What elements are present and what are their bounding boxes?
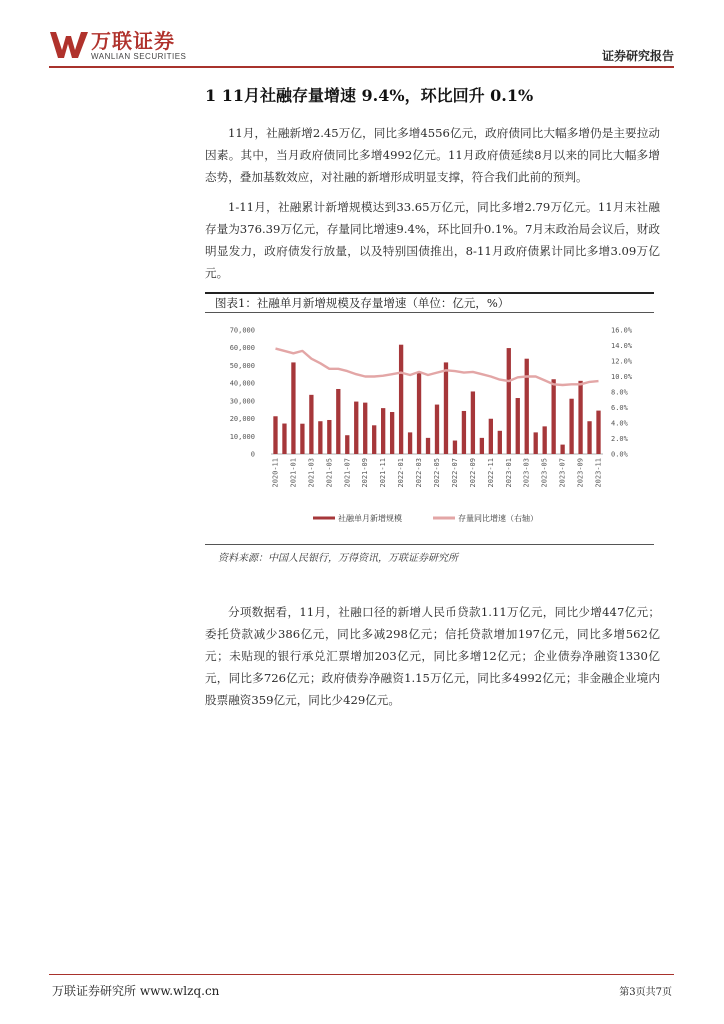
figure-bottom-rule [205, 544, 654, 545]
figure-top-rule [205, 292, 654, 294]
bar-new-social-financing [471, 391, 475, 454]
bar-new-social-financing [462, 411, 466, 454]
y-left-tick-label: 50,000 [229, 361, 255, 370]
footer-divider [49, 974, 674, 975]
bar-new-social-financing [525, 359, 529, 454]
x-tick-label: 2022-09 [468, 458, 477, 488]
x-tick-label: 2021-09 [361, 458, 370, 488]
paragraph-2: 1-11月，社融累计新增规模达到33.65万亿元，同比多增2.79万亿元。11月末社融存量为376.39万亿元，存量同比增速9.4%，环比回升0.1%。7月末政治局会议后，财政明显发力，政府债发行放量，以及特别国债推出，8-11月政府债累计同比多增3.09万亿元。 [205, 200, 660, 280]
y-left-tick-label: 30,000 [229, 397, 255, 406]
logo-english-name: WANLIAN SECURITIES [91, 52, 187, 61]
y-left-tick-label: 10,000 [229, 432, 255, 441]
section-title: 1 11月社融存量增速 9.4%，环比回升 0.1% [205, 86, 534, 105]
y-left-tick-label: 60,000 [229, 344, 255, 353]
y-right-tick-label: 8.0% [611, 388, 628, 397]
x-tick-label: 2021-01 [289, 458, 298, 488]
line-stock-growth-rate [276, 349, 599, 385]
x-tick-label: 2021-05 [325, 458, 334, 488]
x-tick-label: 2023-07 [558, 458, 567, 488]
y-right-tick-label: 6.0% [611, 404, 628, 412]
x-tick-label: 2020-11 [271, 458, 280, 488]
x-tick-label: 2023-03 [522, 458, 531, 488]
figure-source-note: 资料来源：中国人民银行，万得资讯，万联证券研究所 [218, 553, 458, 564]
social-financing-chart [205, 314, 654, 542]
figure-title-rule [205, 312, 654, 313]
x-tick-label: 2022-03 [415, 458, 424, 488]
bar-new-social-financing [372, 425, 376, 454]
wanlian-logo-mark-icon [49, 30, 89, 60]
bar-new-social-financing [551, 379, 555, 454]
bar-new-social-financing [318, 421, 322, 454]
x-tick-label: 2022-07 [450, 458, 459, 488]
bar-new-social-financing [282, 424, 286, 454]
bar-new-social-financing [327, 420, 331, 454]
x-tick-label: 2021-07 [343, 458, 352, 488]
bar-new-social-financing [489, 419, 493, 454]
bar-new-social-financing [399, 345, 403, 454]
bar-new-social-financing [560, 445, 564, 454]
bar-new-social-financing [480, 438, 484, 454]
report-type-label: 证券研究报告 [601, 49, 674, 63]
bar-new-social-financing [578, 381, 582, 454]
header-divider [49, 66, 674, 68]
y-right-tick-label: 16.0% [611, 326, 633, 335]
y-right-tick-label: 10.0% [611, 373, 633, 381]
y-right-tick-label: 2.0% [611, 435, 628, 443]
figure-1 [205, 292, 654, 576]
x-tick-label: 2021-11 [379, 458, 388, 488]
bar-new-social-financing [426, 438, 430, 454]
bar-new-social-financing [534, 432, 538, 454]
bar-new-social-financing [336, 389, 340, 454]
bar-new-social-financing [587, 421, 591, 454]
bar-new-social-financing [417, 372, 421, 454]
y-right-tick-label: 0.0% [611, 450, 628, 459]
bar-new-social-financing [363, 403, 367, 454]
y-right-tick-label: 14.0% [611, 342, 633, 350]
y-left-tick-label: 20,000 [229, 415, 255, 424]
paragraph-3: 分项数据看，11月，社融口径的新增人民币贷款1.11万亿元，同比少增447亿元；委托贷款减少386亿元，同比多减298亿元；信托贷款增加197亿元，同比多增562亿元；未贴现的银行承兑汇票增加203亿元，同比多增12亿元；企业债券净融资1330亿元，同比多726亿元；政府债券净融资1.15万亿元，同比多4992亿元；非金融企业境内股票融资359亿元，同比少429亿元。 [205, 605, 660, 707]
y-left-tick-label: 40,000 [229, 379, 255, 388]
y-right-tick-label: 4.0% [611, 419, 628, 428]
footer-institute: 万联证券研究所 www.wlzq.cn [52, 984, 220, 998]
x-tick-label: 2022-05 [433, 458, 441, 488]
x-tick-label: 2023-11 [594, 458, 603, 488]
bar-new-social-financing [381, 408, 385, 454]
figure-title: 图表1：社融单月新增规模及存量增速（单位：亿元，%） [215, 296, 510, 310]
bar-new-social-financing [309, 395, 313, 454]
company-logo [49, 30, 186, 62]
x-tick-label: 2023-01 [504, 458, 513, 488]
bar-new-social-financing [569, 399, 573, 454]
page-header [49, 30, 674, 66]
bar-new-social-financing [300, 424, 304, 454]
bar-new-social-financing [453, 441, 457, 454]
bar-new-social-financing [498, 431, 502, 454]
legend-label-line: 存量同比增速（右轴） [458, 514, 538, 523]
bar-new-social-financing [543, 426, 547, 454]
x-tick-label: 2023-05 [540, 458, 549, 488]
y-right-tick-label: 12.0% [611, 357, 633, 366]
x-tick-label: 2021-03 [307, 458, 316, 488]
bar-new-social-financing [345, 435, 349, 454]
x-tick-label: 2022-11 [486, 458, 495, 488]
logo-chinese-name: 万联证券 [91, 29, 175, 53]
bar-new-social-financing [507, 348, 511, 454]
bar-new-social-financing [435, 405, 439, 454]
bar-new-social-financing [390, 412, 394, 454]
bar-new-social-financing [273, 416, 277, 454]
x-tick-label: 2022-01 [397, 458, 406, 488]
y-left-tick-label: 0 [250, 450, 255, 459]
bar-new-social-financing [291, 362, 295, 454]
footer-page-number: 第3页共7页 [619, 987, 672, 998]
y-left-tick-label: 70,000 [229, 326, 255, 335]
bar-new-social-financing [354, 402, 358, 454]
bar-new-social-financing [596, 411, 600, 454]
paragraph-1: 11月，社融新增2.45万亿，同比多增4556亿元，政府债同比大幅多增仍是主要拉动因素。其中，当月政府债同比多增4992亿元。11月政府债延续8月以来的同比大幅多增态势，叠加基数效应，对社融的新增形成明显支撑，符合我们此前的预判。 [205, 126, 660, 184]
legend-label-bars: 社融单月新增规模 [338, 514, 402, 523]
bar-new-social-financing [408, 432, 412, 454]
bar-new-social-financing [516, 398, 520, 454]
x-tick-label: 2023-09 [576, 458, 585, 488]
bar-new-social-financing [444, 362, 448, 454]
